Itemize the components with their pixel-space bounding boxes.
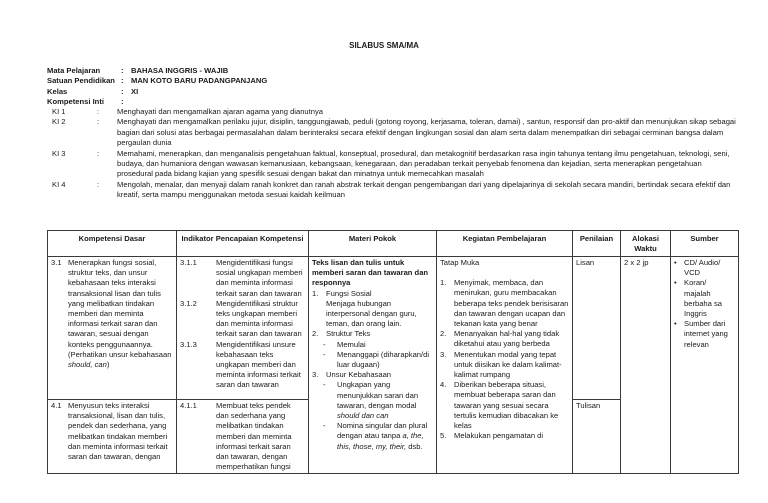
materi-sub: Menjaga hubungan interpersonal dengan guru, teman, dan orang lain. (326, 298, 417, 329)
kegiatan-number: 5. (440, 431, 447, 441)
meta-label: Mata Pelajaran (47, 66, 101, 75)
meta-label: Satuan Pendidikan (47, 76, 115, 86)
ki-row (47, 180, 737, 201)
ki-row (47, 117, 737, 148)
kegiatan-number: 2. (440, 329, 447, 339)
indicator-number: 3.1.3 (180, 339, 197, 349)
ki-code: KI 1 (52, 107, 66, 116)
sumber-item: Koran/ majalah berbaha sa Inggris (684, 278, 722, 319)
materi-cell: Teks lisan dan tulis untuk memberi saran dan tawaran dan responnya 1. Fungsi Sosial Menjaga hubungan interpersonal dengan guru, teman, dan orang lain. 2. Struktur Teks - Memulai - Menanggapi (diharapkan/di luar dugaan) 3. Unsur Kebahasaan - Ungkapan yang menunjukkan saran dan tawaran, dengan modal should dan can - Nomina singular dan plural dengan atau tanpa a, the, this, those, my, their, dsb. (309, 257, 437, 474)
ki-code: KI 4 (52, 179, 66, 189)
alokasi-cell: 2 x 2 jp (621, 257, 671, 474)
meta-value: MAN KOTO BARU PADANGPANJANG (131, 76, 268, 86)
header-penilaian: Penilaian (573, 231, 621, 257)
meta-value: XI (131, 86, 139, 96)
materi-title: Teks lisan dan tulis untuk memberi saran dan tawaran dan responnya (312, 258, 429, 288)
ki-code: KI 3 (52, 148, 66, 158)
bullet-icon: • (674, 258, 677, 267)
indicator-number: 3.1.1 (180, 258, 197, 267)
ki-text: Mengolah, menalar, dan menyaji dalam ranah konkret dan ranah abstrak terkait dengan pengembangan dari yang dipelajarinya di sekolah secara mandiri, bertindak secara efektif dan kreatif, serta mampu menggunakan metoda sesuai kaidah keilmuan (117, 179, 731, 200)
kegiatan-cell (437, 257, 573, 474)
meta-value: BAHASA INGGRIS - WAJIB (131, 66, 229, 75)
materi-dash-item: Nomina singular dan plural dengan atau tanpa (337, 421, 428, 441)
ki-separator: : (97, 148, 100, 158)
meta-row (47, 76, 737, 86)
materi-dash-item: Memulai (337, 339, 366, 349)
kompetensi-inti-list (47, 107, 737, 201)
bullet-icon: • (674, 319, 677, 329)
header-indikator: Indikator Pencapaian Kompetensi (177, 231, 309, 257)
kegiatan-text: Menentukan modal yang tepat untuk diisikan ke dalam kalimat-kalimat rumpang (454, 349, 562, 380)
ki-separator: : (97, 117, 100, 127)
indicator-text: Mengidentifikasi fungsi sosial ungkapan memberi dan meminta informasi terkait saran dan tawaran (216, 258, 303, 298)
ki-code: KI 2 (52, 117, 66, 127)
sumber-item: Sumber dari internet yang relevan (684, 319, 728, 349)
kegiatan-text: Menyimak, membaca, dan menirukan, guru membacakan beberapa teks pendek berisisaran dan tawaran dengan ucapan dan tekanan kata yang benar (454, 278, 569, 329)
materi-heading: Unsur Kebahasaan (326, 370, 392, 380)
kd-text: Menerapkan fungsi sosial, struktur teks, dan unsur kebahasaan teks interaksi transaksional lisan dan tulis yang melibatkan tindakan memberi dan meminta informasi terkait saran dan tawaran, sesuai dengan konteks penggunaannya. (68, 258, 161, 349)
ki-text: Menghayati dan mengamalkan perilaku jujur, disiplin, tanggungjawab, peduli (gotong royong, kerjasama, toleran, damai) , santun, responsif dan pro-aktif dan menunjukan sikap sebagai bagian dari solusi atas berbagai permasalahan dalam berinteraksi secara efektif dengan lingkungan sosial dan alam serta dalam menempatkan diri sebagai cerminan bangsa dalam pergaulan dunia (117, 117, 736, 148)
penilaian-cell: Lisan (573, 257, 621, 400)
kd-number: 4.1 (51, 401, 62, 410)
kegiatan-number: 1. (440, 278, 447, 288)
ki-separator: : (97, 107, 100, 116)
ki-row (47, 149, 737, 180)
meta-separator: : (121, 97, 124, 107)
kd-cell (48, 257, 177, 400)
materi-modal-italic: should dan can (337, 411, 389, 421)
kd-note-end: ) (106, 360, 110, 370)
bullet-icon: • (674, 278, 677, 288)
indicator-cell (177, 257, 309, 400)
meta-label: Kompetensi Inti (47, 97, 104, 107)
ki-text: Memahami, menerapkan, dan menganalisis pengetahuan faktual, konseptual, prosedural, dan metakognitif berdasarkan rasa ingin tahunya tentang ilmu pengetahuan, teknologi, seni, budaya, dan humaniora dengan wawasan kemanusiaan, kebangsaan, kenegaraan, dan peradaban terkait penyebab fenomena dan kejadian, serta menerapkan pengetahuan prosedural pada bidang kajian yang spesifik sesuai dengan bakat dan minatnya untuk memecahkan masalah (117, 148, 730, 179)
kd-text: Menyusun teks interaksi transaksional, lisan dan tulis, pendek dan sederhana, yang melibatkan tindakan memberi dan meminta informasi terkait saran dan tawaran, dengan (68, 401, 168, 462)
materi-number: 3. (312, 370, 319, 380)
header-alokasi-waktu: Alokasi Waktu (621, 231, 671, 257)
meta-label: Kelas (47, 86, 68, 96)
ki-separator: : (97, 179, 100, 189)
indicator-text: Mengidentifikasi unsure kebahasaan teks ungkapan memberi dan meminta informasi terkait saran dan tawaran (216, 339, 301, 390)
indicator-text: Mengidentifikasi struktur teks ungkapan memberi dan meminta informasi terkait saran dan tawaran (216, 298, 302, 339)
ki-text: Menghayati dan mengamalkan ajaran agama yang dianutnya (117, 107, 324, 116)
document-title: SILABUS SMA/MA (349, 41, 419, 50)
meta-separator: : (121, 86, 124, 96)
kegiatan-title: Tatap Muka (440, 258, 480, 267)
table-header-row (48, 231, 739, 257)
kegiatan-text: Menanyakan hal-hal yang tidak diketahui atau yang berbeda (454, 329, 560, 349)
header-kompetensi-dasar: Kompetensi Dasar (48, 231, 177, 257)
kd-number: 3.1 (51, 258, 62, 267)
syllabus-table (47, 230, 739, 474)
indicator-cell (177, 400, 309, 474)
penilaian-cell: Tulisan (573, 400, 621, 474)
kegiatan-number: 3. (440, 349, 447, 359)
materi-heading: Struktur Teks (326, 329, 371, 339)
header-materi-pokok: Materi Pokok (309, 231, 437, 257)
materi-tail: dsb. (408, 441, 423, 451)
materi-dash-item: Menanggapi (diharapkan/di luar dugaan) (337, 349, 430, 370)
header-kegiatan: Kegiatan Pembelajaran (437, 231, 573, 257)
meta-row (47, 97, 737, 107)
table-row (48, 257, 739, 400)
materi-number: 2. (312, 329, 319, 339)
syllabus-meta (47, 66, 737, 108)
sumber-item: CD/ Audio/ VCD (684, 258, 721, 278)
kegiatan-text: Melakukan pengamatan di (454, 431, 544, 441)
kd-note-modal: should, can (68, 360, 107, 370)
meta-separator: : (121, 76, 124, 86)
header-sumber: Sumber (671, 231, 739, 257)
ki-row (47, 107, 737, 117)
kd-note: (Perhatikan unsur kebahasaan (68, 349, 172, 359)
materi-italic-tail: a, the, this, those, my, their, (337, 431, 424, 451)
materi-dash-item: Ungkapan yang menunjukkan saran dan tawaran, dengan modal (337, 380, 419, 410)
indicator-number: 3.1.2 (180, 298, 197, 308)
meta-row (47, 87, 737, 97)
materi-number: 1. (312, 288, 319, 298)
sumber-cell (671, 257, 739, 474)
meta-row (47, 66, 737, 76)
kegiatan-text: Diberikan beberapa situasi, membuat beberapa saran dan tawaran yang sesuai secara tertulis kemudian dibacakan ke kelas (454, 380, 559, 431)
kegiatan-number: 4. (440, 380, 447, 390)
materi-heading: Fungsi Sosial (326, 288, 372, 298)
meta-separator: : (121, 66, 124, 75)
kd-cell (48, 400, 177, 474)
indicator-number: 4.1.1 (180, 401, 197, 410)
indicator-text: Membuat teks pendek dan sederhana yang melibatkan tindakan memberi dan meminta informasi terkait saran dan tawaran, dengan memperhatikan fungsi (216, 401, 292, 472)
